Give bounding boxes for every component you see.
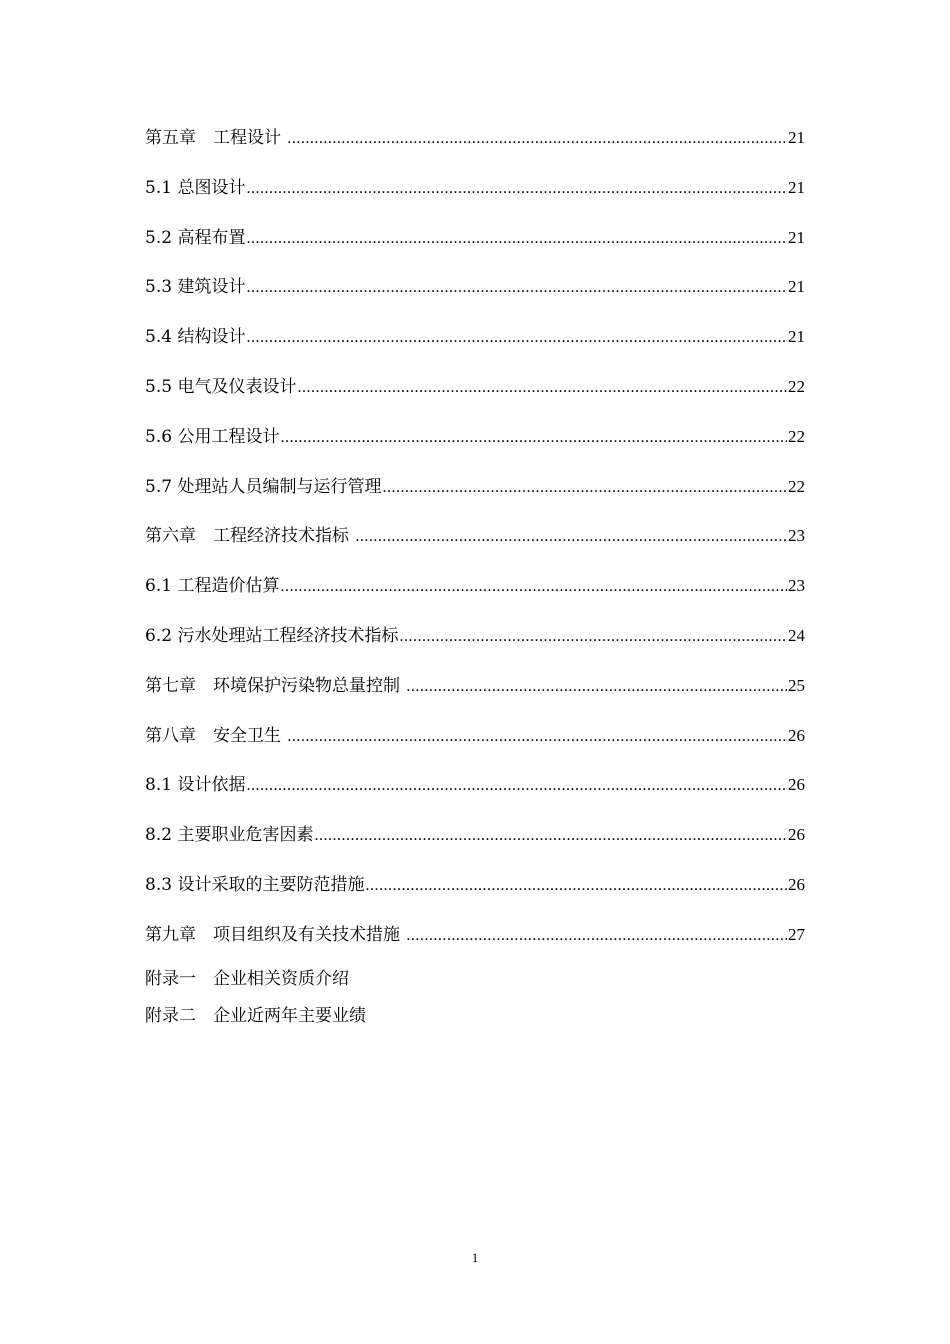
toc-entry-title: 5.2 高程布置 <box>145 227 246 248</box>
toc-leader-dots <box>406 673 787 701</box>
toc-leader-dots <box>287 125 787 153</box>
toc-entry-chapter-6[interactable] <box>145 522 805 572</box>
toc-entry-5-4[interactable] <box>145 323 805 373</box>
toc-entry-title: 第七章 环境保护污染物总量控制 <box>145 675 406 696</box>
toc-entry-page: 21 <box>788 327 805 347</box>
toc-entry-8-3[interactable] <box>145 871 805 921</box>
toc-entry-chapter-8[interactable] <box>145 722 805 772</box>
toc-entry-page: 21 <box>788 128 805 147</box>
toc-entry-page: 21 <box>788 277 805 297</box>
toc-entry-chapter-5[interactable] <box>145 124 805 174</box>
toc-entry-page: 26 <box>788 874 805 894</box>
toc-entry-5-5[interactable] <box>145 373 805 423</box>
toc-entry-5-7[interactable] <box>145 473 805 523</box>
toc-entry-page: 23 <box>788 526 805 546</box>
toc-entry-title: 5.6 公用工程设计 <box>145 426 280 447</box>
toc-entry-6-2[interactable] <box>145 622 805 672</box>
toc-entry-title: 6.2 污水处理站工程经济技术指标 <box>145 625 399 646</box>
page-number: 1 <box>471 1250 479 1265</box>
toc-entry-8-1[interactable] <box>145 771 805 821</box>
toc-entry-title: 6.1 工程造价估算 <box>145 576 280 597</box>
toc-entry-page: 22 <box>788 426 805 446</box>
toc-entry-title: 8.2 主要职业危害因素 <box>145 825 314 846</box>
toc-entry-chapter-9[interactable] <box>145 921 805 971</box>
toc-leader-dots <box>246 175 787 203</box>
toc-entry-page: 21 <box>788 177 805 197</box>
toc-entry-page: 26 <box>788 725 805 745</box>
toc-entry-page: 22 <box>788 476 805 496</box>
toc-entry-title: 8.3 设计采取的主要防范措施 <box>145 874 365 895</box>
appendix-item-1: 附录一 企业相关资质介绍 <box>145 969 349 989</box>
toc-entry-page: 21 <box>788 227 805 247</box>
toc-leader-dots <box>246 274 787 302</box>
toc-leader-dots <box>280 424 787 452</box>
toc-entry-title: 5.3 建筑设计 <box>145 277 246 298</box>
toc-leader-dots <box>314 822 787 850</box>
toc-leader-dots <box>280 573 787 601</box>
toc-leader-dots <box>287 723 787 751</box>
toc-entry-6-1[interactable] <box>145 572 805 622</box>
toc-leader-dots <box>355 523 787 551</box>
toc-entry-page: 27 <box>788 924 805 944</box>
toc-entry-title: 5.1 总图设计 <box>145 177 246 198</box>
toc-entry-5-1[interactable] <box>145 174 805 224</box>
toc-entry-title: 第五章 工程设计 <box>145 128 287 148</box>
toc-entry-page: 22 <box>788 376 805 396</box>
appendix-item-2: 附录二 企业近两年主要业绩 <box>145 1006 366 1026</box>
toc-entry-chapter-7[interactable] <box>145 672 805 722</box>
toc-entry-title: 第八章 安全卫生 <box>145 725 287 746</box>
toc-entry-page: 25 <box>788 675 805 695</box>
toc-entry-5-6[interactable] <box>145 423 805 473</box>
toc-entry-page: 26 <box>788 775 805 795</box>
toc-leader-dots <box>365 872 787 900</box>
toc-entry-8-2[interactable] <box>145 821 805 871</box>
table-of-contents <box>145 124 805 971</box>
toc-entry-title: 5.4 结构设计 <box>145 327 246 348</box>
toc-entry-5-2[interactable] <box>145 224 805 274</box>
toc-entry-title: 5.7 处理站人员编制与运行管理 <box>145 476 382 497</box>
toc-entry-page: 26 <box>788 825 805 845</box>
toc-entry-title: 第九章 项目组织及有关技术措施 <box>145 924 406 945</box>
toc-leader-dots <box>406 922 787 950</box>
toc-leader-dots <box>382 474 787 502</box>
toc-entry-page: 23 <box>788 576 805 596</box>
toc-leader-dots <box>399 623 787 651</box>
toc-leader-dots <box>246 772 787 800</box>
toc-entry-title: 5.5 电气及仪表设计 <box>145 376 297 397</box>
toc-leader-dots <box>246 324 787 352</box>
toc-entry-title: 第六章 工程经济技术指标 <box>145 526 355 547</box>
toc-entry-page: 24 <box>788 625 805 645</box>
toc-leader-dots <box>297 374 787 402</box>
toc-entry-5-3[interactable] <box>145 273 805 323</box>
toc-entry-title: 8.1 设计依据 <box>145 775 246 796</box>
toc-leader-dots <box>246 225 787 253</box>
